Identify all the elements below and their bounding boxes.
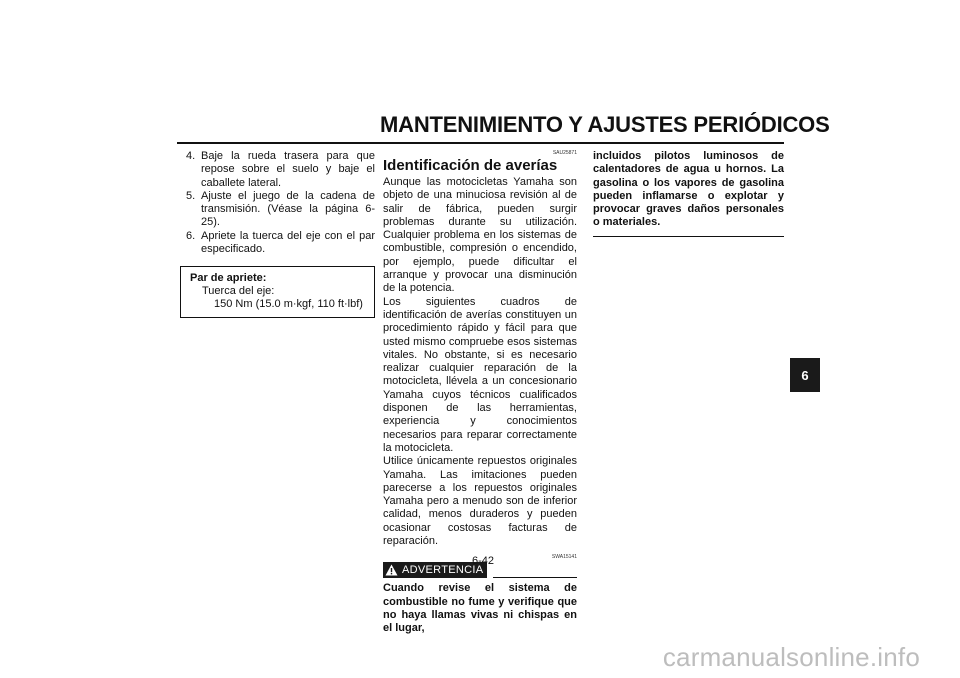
list-item bbox=[180, 230, 375, 257]
page-number: 6-42 bbox=[471, 555, 495, 567]
right-column bbox=[593, 150, 784, 237]
warning-triangle-icon bbox=[385, 564, 398, 576]
section-title: Identificación de averías bbox=[383, 157, 558, 174]
header-rule bbox=[177, 142, 784, 144]
warning-rule bbox=[493, 577, 577, 578]
paragraph: Aunque las motocicletas Yamaha son objeto de una minuciosa revisión al de salir de fábrica, pueden surgir problemas durante su utilización. Cualquier problema en los sistemas de combustible, compresión o encendido, por ejemplo, puede dificultar el arranque y provocar una disminución de la potencia. bbox=[383, 176, 577, 295]
watermark: carmanualsonline.info bbox=[662, 642, 920, 672]
torque-item: Tuerca del eje: bbox=[202, 285, 275, 298]
warning-label: ADVERTENCIA bbox=[402, 563, 484, 576]
step-text: Apriete la tuerca del eje con el par especificado. bbox=[201, 229, 375, 256]
warning-end-rule bbox=[593, 236, 784, 237]
warning-text: Cuando revise el sistema de combustible no fume y verifique que no haya llamas vivas ni chispas en el lugar, bbox=[383, 582, 577, 635]
paragraph: Los siguientes cuadros de identificación de averías constituyen un procedimiento rápido y fácil para que usted mismo compruebe esos sistemas vitales. No obstante, si es necesario realizar cualquier reparación de la motocicleta, llévela a un concesionario Yamaha cuyos técnicos cualificados disponen de las herramientas, experiencia y conocimientos necesarios para reparar correctamente la motocicleta. bbox=[383, 295, 577, 454]
chapter-tab: 6 bbox=[790, 358, 820, 392]
list-item bbox=[180, 190, 375, 230]
list-item bbox=[180, 150, 375, 190]
warning-code: SWA15141 bbox=[551, 554, 577, 561]
step-number: 4. bbox=[186, 150, 196, 162]
torque-heading: Par de apriete: bbox=[190, 272, 267, 285]
page-title: MANTENIMIENTO Y AJUSTES PERIÓDICOS bbox=[380, 112, 830, 137]
left-column bbox=[180, 150, 375, 318]
torque-spec-box bbox=[180, 266, 375, 318]
step-text: Ajuste el juego de la cadena de transmisión. (Véase la página 6-25). bbox=[201, 189, 375, 229]
section-code: SAU25871 bbox=[552, 150, 577, 156]
step-number: 5. bbox=[186, 189, 196, 202]
torque-value: 150 Nm (15.0 m·kgf, 110 ft·lbf) bbox=[214, 298, 363, 311]
paragraph: Utilice únicamente repuestos originales Yamaha. Las imitaciones pueden parecerse a los repuestos originales Yamaha pero a menudo son de inferior calidad, menos duraderos y pueden ocasionar costosas facturas de reparación. bbox=[383, 455, 577, 548]
warning-text-continued: incluidos pilotos luminosos de calentadores de agua u hornos. La gasolina o los vapores de gasolina pueden inflamarse o explotar y provocar graves daños personales o materiales. bbox=[593, 150, 784, 229]
step-text: Baje la rueda trasera para que repose sobre el suelo y baje el caballete lateral. bbox=[201, 150, 375, 189]
step-number: 6. bbox=[186, 229, 196, 242]
steps-list bbox=[180, 150, 375, 256]
